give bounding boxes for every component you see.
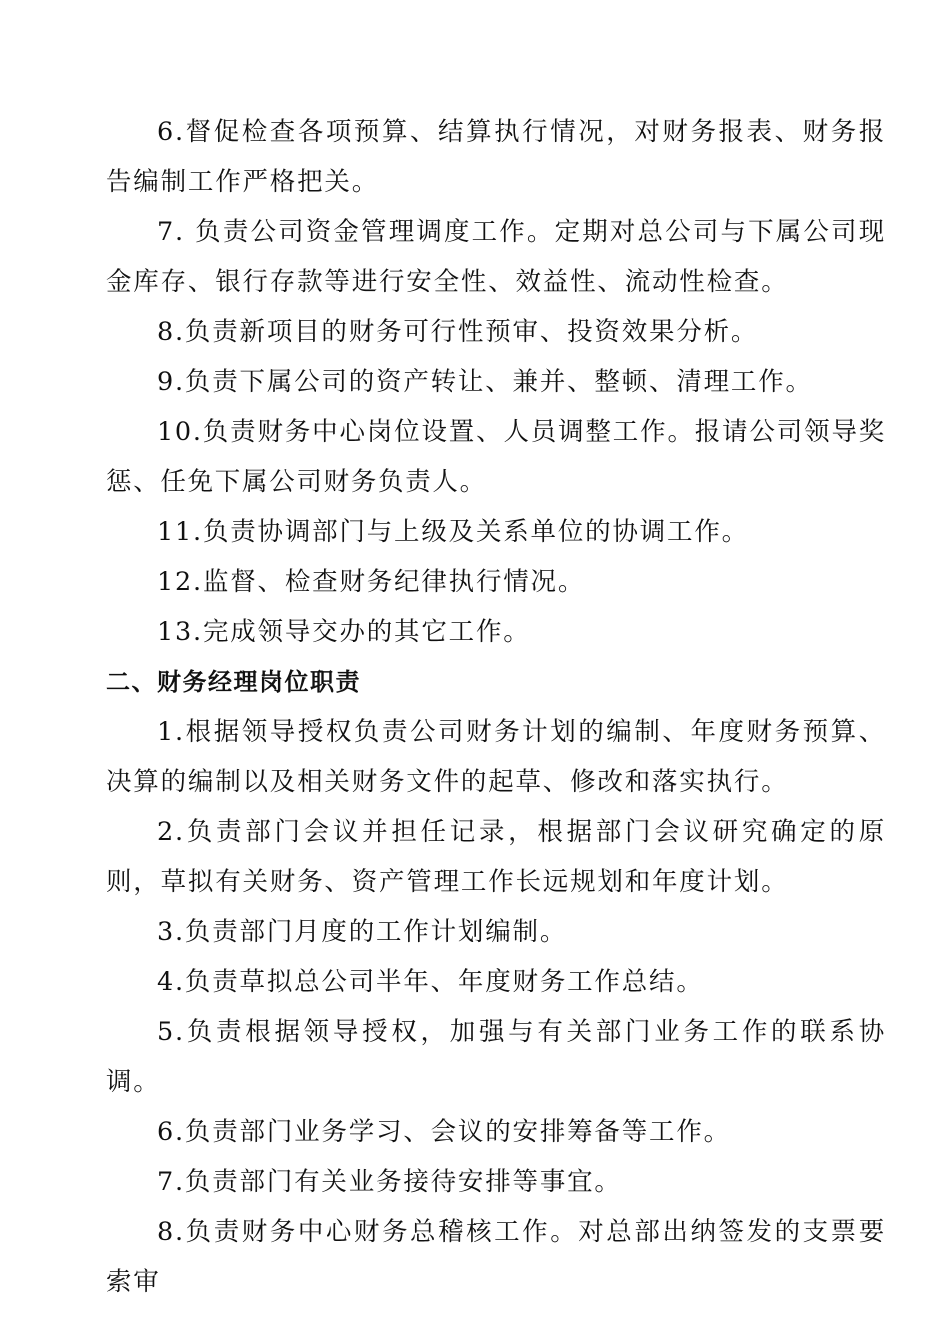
item-1-8: 8.负责新项目的财务可行性预审、投资效果分析。 — [157, 317, 759, 347]
item-2-8: 8.负责财务中心财务总稽核工作。对总部出纳签发的支票要索审 — [106, 1217, 886, 1297]
item-2-5: 5.负责根据领导授权，加强与有关部门业务工作的联系协调。 — [106, 1017, 886, 1097]
item-1-10: 10.负责财务中心岗位设置、人员调整工作。报请公司领导奖惩、任免下属公司财务负责人。 — [106, 417, 886, 497]
item-1-7: 7. 负责公司资金管理调度工作。定期对总公司与下属公司现金库存、银行存款等进行安全性、效益性、流动性检查。 — [106, 217, 886, 297]
item-2-7: 7.负责部门有关业务接待安排等事宜。 — [157, 1167, 622, 1197]
item-2-6: 6.负责部门业务学习、会议的安排筹备等工作。 — [157, 1117, 731, 1147]
document-body — [106, 107, 886, 1307]
item-1-6: 6.督促检查各项预算、结算执行情况，对财务报表、财务报告编制工作严格把关。 — [106, 117, 886, 197]
item-2-3: 3.负责部门月度的工作计划编制。 — [157, 917, 568, 947]
item-2-1: 1.根据领导授权负责公司财务计划的编制、年度财务预算、决算的编制以及相关财务文件的起草、修改和落实执行。 — [106, 717, 886, 797]
item-1-12: 12.监督、检查财务纪律执行情况。 — [157, 567, 586, 597]
item-1-13: 13.完成领导交办的其它工作。 — [157, 617, 531, 647]
item-1-9: 9.负责下属公司的资产转让、兼并、整顿、清理工作。 — [157, 367, 813, 397]
item-1-11: 11.负责协调部门与上级及关系单位的协调工作。 — [157, 517, 749, 547]
item-2-4: 4.负责草拟总公司半年、年度财务工作总结。 — [157, 967, 704, 997]
item-2-2: 2.负责部门会议并担任记录，根据部门会议研究确定的原则，草拟有关财务、资产管理工作长远规划和年度计划。 — [106, 817, 886, 897]
section-two-heading: 二、财务经理岗位职责 — [106, 668, 361, 696]
